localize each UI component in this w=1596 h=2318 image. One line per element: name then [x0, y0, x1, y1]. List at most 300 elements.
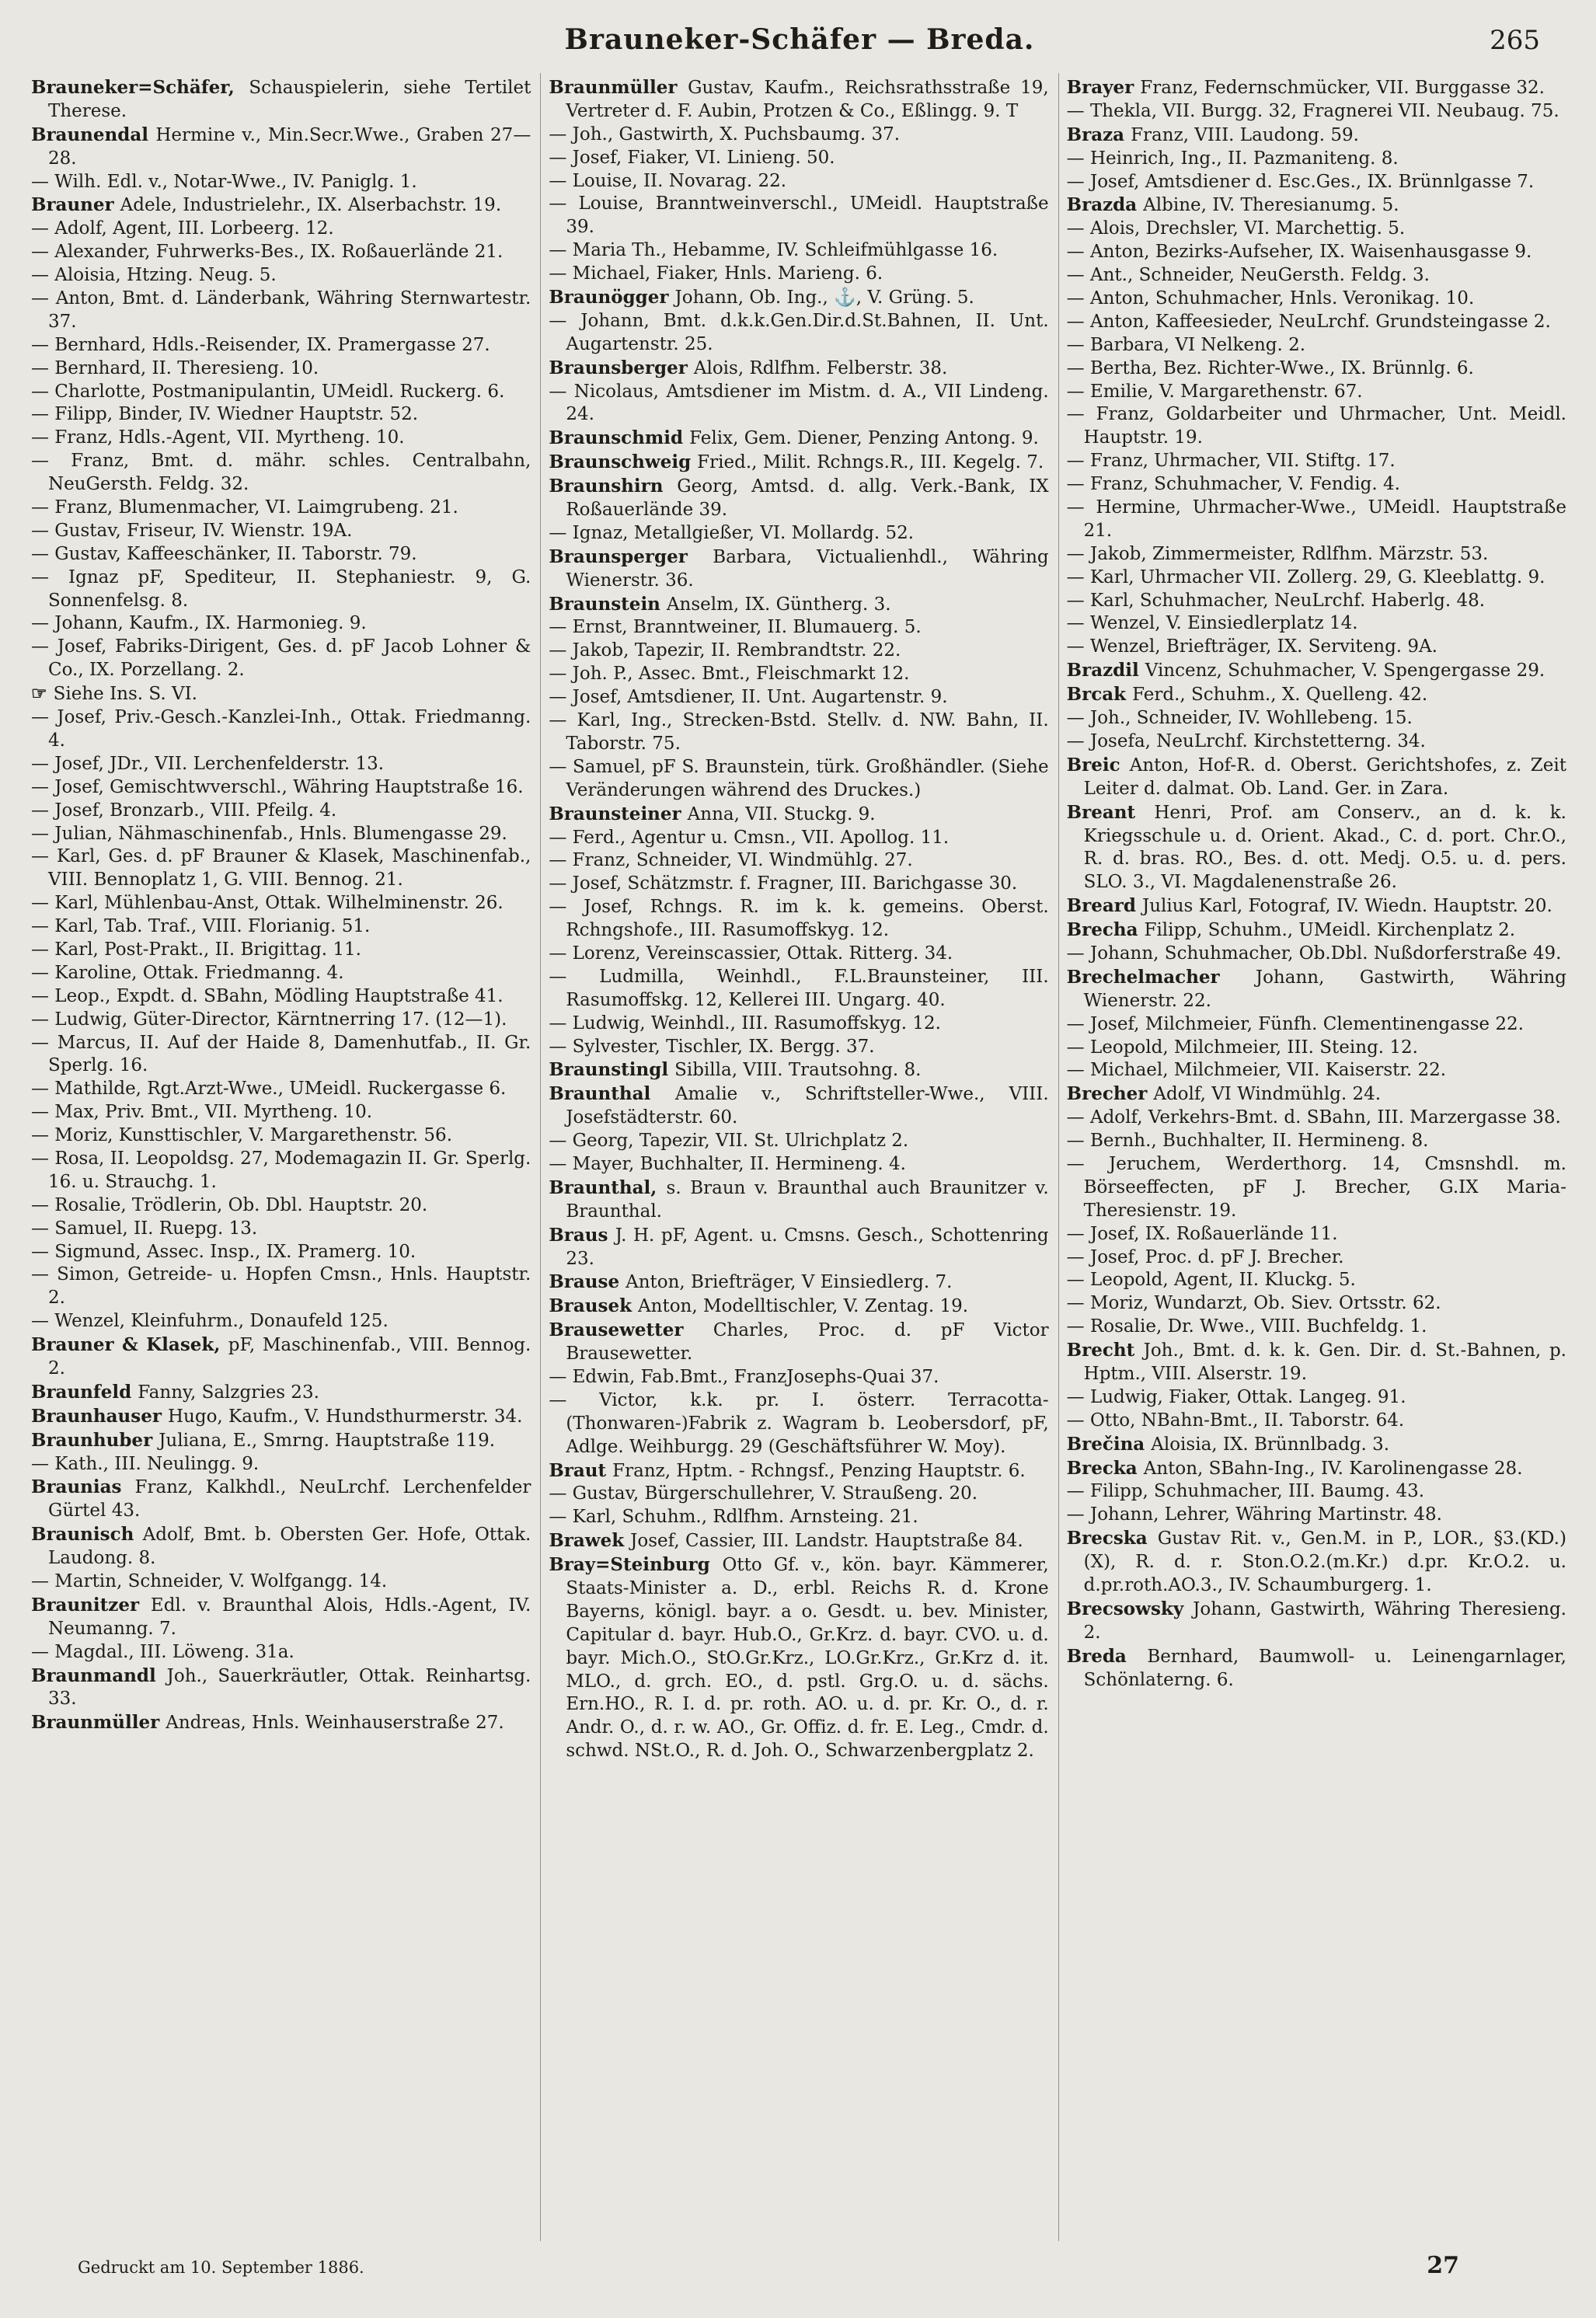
- entry-text: — Johann, Schuhmacher, Ob.Dbl. Nußdorferstraße 49.: [1066, 943, 1562, 964]
- entry-text: Edl. v. Braunthal Alois, Hdls.-Agent, IV. Neumanng. 7.: [48, 1595, 531, 1639]
- entry-text: — Sylvester, Tischler, IX. Bergg. 37.: [549, 1036, 875, 1057]
- entry-text: — Johann, Lehrer, Währing Martinstr. 48.: [1066, 1504, 1442, 1525]
- entry-headword: Brecsowsky: [1066, 1598, 1194, 1619]
- directory-entry: [549, 357, 1048, 381]
- entry-text: Johann, Ob. Ing., ⚓, V. Grüng. 5.: [674, 288, 974, 308]
- entry-headword: Braunhauser: [31, 1405, 168, 1427]
- entry-text: — Karl, Post-Prakt., II. Brigittag. 11.: [31, 939, 361, 960]
- entry-headword: Brayer: [1066, 77, 1141, 98]
- directory-entry: [1067, 450, 1566, 473]
- directory-entry: [1067, 636, 1566, 659]
- entry-text: Franz, VIII. Laudong. 59.: [1131, 124, 1359, 145]
- entry-text: Anton, Hof-R. d. Oberst. Gerichtshofes, z. Zeit Leiter d. dalmat. Ob. Land. Ger. in Zara.: [1083, 755, 1566, 799]
- entry-headword: Braunfeld: [31, 1381, 138, 1403]
- directory-entry: [549, 1483, 1048, 1506]
- entry-text: — Josef, Fiaker, VI. Linieng. 50.: [549, 147, 835, 168]
- entry-text: — Alexander, Fuhrwerks-Bes., IX. Roßauerlände 21.: [31, 242, 504, 263]
- directory-entry: [549, 263, 1048, 286]
- directory-entry: [1067, 381, 1566, 404]
- directory-entry: [1067, 403, 1566, 450]
- entry-text: — Karl, Ing., Strecken-Bstd. Stellv. d. NW. Bahn, II. Taborstr. 75.: [549, 710, 1049, 754]
- directory-entry: [31, 1264, 531, 1310]
- print-date-note: Gedruckt am 10. September 1886.: [78, 2258, 364, 2277]
- entry-headword: Braunögger: [549, 287, 675, 308]
- entry-text: — Ludwig, Güter-Director, Kärntnerring 17. (12—1).: [31, 1009, 507, 1030]
- directory-entry: [31, 218, 531, 241]
- entry-text: — Lorenz, Vereinscassier, Ottak. Ritterg. 34.: [549, 943, 953, 964]
- directory-entry: [549, 1271, 1048, 1295]
- directory-column-2: [540, 73, 1058, 2241]
- entry-text: — Michael, Fiaker, Hnls. Marieng. 6.: [549, 263, 883, 284]
- entry-headword: Brauner: [31, 194, 120, 216]
- entry-headword: Braunsteiner: [549, 803, 688, 824]
- entry-text: Andreas, Hnls. Weinhauserstraße 27.: [166, 1713, 504, 1734]
- directory-entry: [1067, 241, 1566, 264]
- entry-text: pF, Maschinenfab., VIII. Bennog. 2.: [48, 1335, 531, 1379]
- entry-text: — Leopold, Agent, II. Kluckg. 5.: [1066, 1270, 1356, 1291]
- directory-entry: [31, 241, 531, 264]
- directory-entry: [31, 171, 531, 194]
- entry-text: — Josef, Proc. d. pF J. Brecher.: [1066, 1246, 1344, 1267]
- entry-text: — Gustav, Friseur, IV. Wienstr. 19A.: [31, 520, 353, 541]
- entry-text: — Moriz, Kunsttischler, V. Margarethenstr. 56.: [31, 1125, 453, 1146]
- entry-headword: Braunsberger: [549, 357, 694, 378]
- entry-text: — Thekla, VII. Burgg. 32, Fragnerei VII. Neubaug. 75.: [1066, 100, 1559, 121]
- directory-entry: [31, 636, 531, 682]
- directory-entry: [1067, 894, 1566, 918]
- entry-text: Sibilla, VIII. Trautsohng. 8.: [674, 1060, 922, 1081]
- directory-entry: [1067, 801, 1566, 895]
- directory-entry: [1067, 100, 1566, 124]
- entry-text: — Leopold, Milchmeier, III. Steing. 12.: [1066, 1037, 1418, 1058]
- directory-entry: [31, 845, 531, 892]
- directory-entry: [31, 1641, 531, 1664]
- entry-text: — Karl, Schuhm., Rdlfhm. Arnsteing. 21.: [549, 1507, 918, 1528]
- entry-text: — Ludwig, Fiaker, Ottak. Langeg. 91.: [1066, 1386, 1406, 1407]
- directory-entry: [31, 288, 531, 334]
- entry-text: — Joh. P., Assec. Bmt., Fleischmarkt 12.: [549, 664, 910, 685]
- entry-text: Joh., Bmt. d. k. k. Gen. Dir. d. St.-Bahnen, p. Hptm., VIII. Alserstr. 19.: [1083, 1340, 1566, 1384]
- directory-entry: [31, 1124, 531, 1148]
- entry-headword: Braunhuber: [31, 1429, 159, 1451]
- entry-text: s. Braun v. Braunthal auch Braunitzer v. Braunthal.: [566, 1177, 1049, 1222]
- entry-headword: Bray=Steinburg: [549, 1554, 723, 1576]
- entry-text: Charles, Proc. d. pF Victor Brausewetter.: [566, 1320, 1049, 1365]
- entry-text: Georg, Amtsd. d. allg. Verk.-Bank, IX Roßauerlände 39.: [566, 476, 1049, 521]
- directory-column-1: [23, 73, 540, 2241]
- directory-entry: [549, 1529, 1048, 1553]
- page-title: Brauneker-Schäfer — Breda.: [564, 23, 1035, 56]
- directory-entry: [31, 1148, 531, 1194]
- entry-text: — Sigmund, Assec. Insp., IX. Pramerg. 10.: [31, 1241, 416, 1262]
- directory-entry: [1067, 966, 1566, 1013]
- entry-text: — Jakob, Tapezir, II. Rembrandtstr. 22.: [549, 640, 901, 661]
- entry-text: — Karl, Uhrmacher VII. Zollerg. 29, G. Kleeblattg. 9.: [1066, 566, 1545, 587]
- entry-text: — Karl, Tab. Traf., VIII. Florianig. 51.: [31, 916, 371, 937]
- directory-entry: [549, 522, 1048, 546]
- entry-text: — Wenzel, Kleinfuhrm., Donaufeld 125.: [31, 1311, 389, 1332]
- entry-text: Josef, Cassier, III. Landstr. Hauptstraße 84.: [630, 1531, 1023, 1552]
- directory-entry: [31, 124, 531, 171]
- directory-entry: [549, 76, 1048, 124]
- directory-entry: [31, 427, 531, 450]
- directory-entry: [1067, 264, 1566, 288]
- directory-entry: [1067, 1457, 1566, 1481]
- entry-text: — Mayer, Buchhalter, II. Hermineng. 4.: [549, 1153, 906, 1174]
- directory-entry: [31, 193, 531, 218]
- entry-text: — Hermine, Uhrmacher-Wwe., UMeidl. Hauptstraße 21.: [1066, 497, 1566, 541]
- directory-entry: [31, 403, 531, 427]
- entry-text: — Josef, Amtsdiener d. Esc.Ges., IX. Brünnlgasse 7.: [1066, 171, 1535, 192]
- entry-text: — Rosa, II. Leopoldsg. 27, Modemagazin II. Gr. Sperlg. 16. u. Strauchg. 1.: [31, 1148, 531, 1192]
- entry-text: — Michael, Milchmeier, VII. Kaiserstr. 22.: [1066, 1060, 1447, 1081]
- directory-entry: [549, 1506, 1048, 1529]
- entry-text: Alois, Rdlfhm. Felberstr. 38.: [693, 357, 948, 378]
- directory-entry: [549, 756, 1048, 803]
- entry-text: — Samuel, II. Ruepg. 13.: [31, 1218, 258, 1239]
- directory-entry: [1067, 1037, 1566, 1060]
- entry-text: J. H. pF, Agent. u. Cmsns. Gesch., Schottenring 23.: [566, 1225, 1049, 1269]
- entry-headword: Brawek: [549, 1530, 631, 1552]
- entry-text: — Adolf, Verkehrs-Bmt. d. SBahn, III. Marzergasse 38.: [1066, 1107, 1561, 1128]
- entry-text: — Bertha, Bez. Richter-Wwe., IX. Brünnlg. 6.: [1066, 357, 1474, 378]
- entry-headword: Braunmüller: [549, 77, 688, 98]
- directory-entry: [549, 1058, 1048, 1082]
- entry-text: Hermine v., Min.Secr.Wwe., Graben 27—28.: [48, 124, 531, 169]
- directory-entry: [1067, 1107, 1566, 1130]
- entry-text: Henri, Prof. am Conserv., an d. k. k. Kriegsschule u. d. Orient. Akad., C. d. port. Chr.O., R. d. bras. RO., Bes. d. ott. Medj. O.5. u. d. pers. SLO. 3., VI. Magdalenenstraße 26.: [1083, 802, 1566, 893]
- directory-entry: [1067, 1013, 1566, 1037]
- directory-entry: [1067, 148, 1566, 171]
- entry-text: — Gustav, Bürgerschullehrer, V. Straußeng. 20.: [549, 1483, 978, 1504]
- directory-entry: [31, 334, 531, 357]
- entry-text: Albine, IV. Theresianumg. 5.: [1143, 195, 1399, 216]
- entry-text: — Louise, Branntweinverschl., UMeidl. Hauptstraße 39.: [549, 193, 1049, 238]
- entry-text: — Jakob, Zimmermeister, Rdlfhm. Märzstr. 53.: [1066, 543, 1489, 564]
- entry-headword: Braus: [549, 1224, 615, 1246]
- directory-entry: [1067, 76, 1566, 100]
- directory-entry: [31, 450, 531, 497]
- directory-entry: [31, 1194, 531, 1218]
- entry-text: — Moriz, Wundarzt, Ob. Siev. Ortsstr. 62.: [1066, 1293, 1441, 1314]
- directory-entry: [1067, 683, 1566, 707]
- entry-headword: Braunendal: [31, 124, 156, 145]
- directory-entry: [549, 1319, 1048, 1366]
- directory-entry: [31, 1009, 531, 1032]
- entry-headword: Breard: [1066, 895, 1142, 917]
- entry-headword: Brausek: [549, 1295, 639, 1317]
- directory-entry: [1067, 193, 1566, 218]
- directory-entry: [549, 170, 1048, 193]
- entry-text: — Ignaz pF, Spediteur, II. Stephaniestr. 9, G. Sonnenfelsg. 8.: [31, 566, 531, 611]
- entry-text: — Heinrich, Ing., II. Pazmaniteng. 8.: [1066, 148, 1399, 169]
- entry-text: Aloisia, IX. Brünnlbadg. 3.: [1151, 1434, 1390, 1455]
- entry-headword: Brauneker=Schäfer,: [31, 77, 249, 98]
- directory-entry: [549, 286, 1048, 310]
- directory-entry: [31, 543, 531, 566]
- directory-entry: [1067, 566, 1566, 590]
- entry-headword: Braunmüller: [31, 1712, 166, 1734]
- directory-entry: [1067, 1246, 1566, 1270]
- entry-headword: Brecka: [1066, 1457, 1144, 1479]
- entry-text: — Simon, Getreide- u. Hopfen Cmsn., Hnls. Hauptstr. 2.: [31, 1264, 531, 1309]
- entry-text: Johann, Gastwirth, Währing Theresieng. 2.: [1083, 1598, 1566, 1643]
- manicule-icon: ☞: [31, 683, 54, 705]
- entry-text: Anselm, IX. Güntherg. 3.: [666, 594, 891, 615]
- directory-entry: [549, 239, 1048, 263]
- entry-text: — Joh., Schneider, IV. Wohllebeng. 15.: [1066, 708, 1413, 729]
- entry-headword: Braza: [1066, 124, 1131, 145]
- directory-entry: [549, 943, 1048, 966]
- directory-entry: [549, 803, 1048, 827]
- entry-headword: Braunthal,: [549, 1176, 667, 1198]
- entry-headword: Braunshirn: [549, 476, 678, 497]
- directory-entry: [31, 1594, 531, 1641]
- entry-text: — Karl, Schuhmacher, NeuLrchf. Haberlg. 48.: [1066, 590, 1486, 611]
- entry-headword: Braunthal: [549, 1083, 675, 1105]
- directory-entry: [549, 1176, 1048, 1224]
- entry-text: — Louise, II. Novarag. 22.: [549, 170, 787, 191]
- directory-entry: [549, 896, 1048, 943]
- entry-text: — Alois, Drechsler, VI. Marchettig. 5.: [1066, 218, 1406, 239]
- directory-entry: [1067, 218, 1566, 241]
- entry-text: — Kath., III. Neulingg. 9.: [31, 1453, 260, 1474]
- entry-headword: Brazda: [1066, 194, 1144, 216]
- entry-text: — Johann, Bmt. d.k.k.Gen.Dir.d.St.Bahnen, II. Unt. Augartenstr. 25.: [549, 310, 1049, 354]
- entry-text: — Julian, Nähmaschinenfab., Hnls. Blumengasse 29.: [31, 823, 507, 844]
- entry-text: — Karl, Ges. d. pF Brauner & Klasek, Maschinenfab., VIII. Bennoplatz 1, G. VIII. Bennog. 21.: [31, 846, 531, 891]
- directory-entry: [1067, 334, 1566, 357]
- directory-entry: [1067, 1527, 1566, 1598]
- entry-text: Gustav Rit. v., Gen.M. in P., LOR., §3.(KD.)(X), R. d. r. Ston.O.2.(m.Kr.) d.pr. Kr.O.2. u. d.pr.roth.AO.3., IV. Schaumburgerg. 1.: [1083, 1528, 1566, 1595]
- entry-headword: Braunstingl: [549, 1059, 675, 1081]
- directory-entry: [549, 1366, 1048, 1389]
- entry-text: — Ant., Schneider, NeuGersth. Feldg. 3.: [1066, 265, 1430, 286]
- entry-text: — Samuel, pF S. Braunstein, türk. Großhändler. (Siehe Veränderungen während des Druckes.): [549, 756, 1049, 800]
- entry-text: — Martin, Schneider, V. Wolfgangg. 14.: [31, 1571, 388, 1591]
- entry-text: — Bernh., Buchhalter, II. Hermineng. 8.: [1066, 1131, 1429, 1152]
- directory-entry: [1067, 357, 1566, 381]
- directory-entry: [1067, 1433, 1566, 1457]
- entry-text: Johann, Gastwirth, Währing Wienerstr. 22.: [1083, 967, 1566, 1011]
- entry-text: — Otto, NBahn-Bmt., II. Taborstr. 64.: [1066, 1410, 1405, 1431]
- directory-entry: [31, 800, 531, 823]
- entry-text: — Josef, Rchngs. R. im k. k. gemeins. Oberst. Rchngshofe., III. Rasumoffskyg. 12.: [549, 897, 1049, 941]
- entry-text: — Rosalie, Trödlerin, Ob. Dbl. Hauptstr. 20.: [31, 1194, 428, 1215]
- directory-entry: [1067, 707, 1566, 730]
- entry-text: Schauspielerin, siehe Tertilet Therese.: [48, 78, 531, 121]
- directory-entry: [31, 612, 531, 636]
- directory-entry: [31, 823, 531, 846]
- directory-entry: [31, 753, 531, 776]
- entry-text: — Franz, Hdls.-Agent, VII. Myrtheng. 10.: [31, 427, 405, 448]
- entry-text: Amalie v., Schriftsteller-Wwe., VIII. Josefstädterstr. 60.: [566, 1084, 1049, 1128]
- directory-entry: [549, 849, 1048, 873]
- directory-entry: [549, 451, 1048, 475]
- directory-entry: [31, 1381, 531, 1405]
- directory-entry: [1067, 288, 1566, 311]
- directory-entry: [1067, 943, 1566, 966]
- entry-text: — Wilh. Edl. v., Notar-Wwe., IV. Paniglg. 1.: [31, 171, 417, 192]
- directory-entry: [31, 892, 531, 915]
- entry-headword: Breic: [1066, 754, 1130, 776]
- directory-entry: [1067, 1645, 1566, 1692]
- entry-text: Vincenz, Schuhmacher, V. Spengergasse 29.: [1145, 661, 1545, 681]
- entry-text: — Jeruchem, Werderthorg. 14, Cmsnshdl. m. Börseeffecten, pF J. Brecher, G.IX Maria-Theresienstr. 19.: [1066, 1153, 1566, 1221]
- directory-entry: [1067, 124, 1566, 148]
- entry-text: — Filipp, Schuhmacher, III. Baumg. 43.: [1066, 1481, 1425, 1502]
- entry-text: — Anton, Bmt. d. Länderbank, Währing Sternwartestr. 37.: [31, 288, 531, 332]
- entry-text: Anton, Briefträger, V Einsiedlerg. 7.: [626, 1272, 953, 1293]
- entry-text: — Magdal., III. Löweng. 31a.: [31, 1641, 294, 1662]
- entry-text: Anton, Modelltischler, V. Zentag. 19.: [638, 1296, 969, 1317]
- directory-entry: [549, 1553, 1048, 1763]
- entry-text: — Ludwig, Weinhdl., III. Rasumoffskyg. 12.: [549, 1013, 941, 1034]
- entry-text: — Nicolaus, Amtsdiener im Mistm. d. A., VII Lindeng. 24.: [549, 381, 1049, 425]
- directory-entry: [549, 640, 1048, 663]
- directory-entry: [549, 593, 1048, 617]
- directory-entry: [1067, 918, 1566, 943]
- directory-entry: [31, 1523, 531, 1570]
- directory-entry: [31, 1476, 531, 1523]
- entry-text: — Franz, Bmt. d. mähr. schles. Centralbahn, NeuGersth. Feldg. 32.: [31, 451, 531, 495]
- entry-headword: Braunisch: [31, 1524, 143, 1546]
- entry-headword: Braunias: [31, 1476, 135, 1498]
- entry-headword: Brečina: [1066, 1433, 1152, 1455]
- entry-headword: Braunmandl: [31, 1664, 167, 1686]
- entry-text: Barbara, Victualienhdl., Währing Wienerstr. 36.: [566, 546, 1049, 591]
- directory-entry: [549, 193, 1048, 239]
- directory-entry: [549, 966, 1048, 1013]
- directory-entry: [1067, 1059, 1566, 1082]
- entry-text: — Bernhard, Hdls.-Reisender, IX. Pramergasse 27.: [31, 334, 490, 355]
- entry-text: Bernhard, Baumwoll- u. Leinengarnlager, Schönlaterng. 6.: [1083, 1646, 1566, 1690]
- directory-entry: [1067, 1480, 1566, 1504]
- directory-entry: [31, 1241, 531, 1264]
- entry-text: Felix, Gem. Diener, Penzing Antong. 9.: [689, 428, 1039, 449]
- directory-entry: [549, 663, 1048, 686]
- entry-text: — Barbara, VI Nelkeng. 2.: [1066, 334, 1306, 355]
- directory-entry: [549, 1224, 1048, 1271]
- entry-text: — Leop., Expdt. d. SBahn, Mödling Hauptstraße 41.: [31, 985, 504, 1006]
- page-number: 265: [1490, 25, 1540, 56]
- entry-text: — Aloisia, Htzing. Neug. 5.: [31, 265, 277, 286]
- entry-text: Adolf, Bmt. b. Obersten Ger. Hofe, Ottak. Laudong. 8.: [48, 1525, 531, 1569]
- directory-entry: [31, 1453, 531, 1476]
- directory-entry: [1067, 1386, 1566, 1410]
- entry-text: Fanny, Salzgries 23.: [138, 1382, 319, 1403]
- directory-entry: [1067, 1339, 1566, 1386]
- entry-text: — Filipp, Binder, IV. Wiedner Hauptstr. 52.: [31, 404, 419, 425]
- entry-text: Franz, Kalkhdl., NeuLrchf. Lerchenfelder Gürtel 43.: [48, 1477, 531, 1522]
- directory-entry: [1067, 1082, 1566, 1107]
- entry-text: Julius Karl, Fotograf, IV. Wiedn. Hauptstr. 20.: [1141, 896, 1552, 917]
- directory-entry: [1067, 543, 1566, 566]
- page-footer: [23, 2241, 1576, 2279]
- directory-entry: [31, 1711, 531, 1735]
- entry-text: — Josef, IX. Roßauerlände 11.: [1066, 1223, 1338, 1244]
- directory-entry: [31, 1570, 531, 1594]
- directory-entry: [31, 497, 531, 520]
- directory-entry: [31, 76, 531, 124]
- entry-text: — Josef, Priv.-Gesch.-Kanzlei-Inh., Ottak. Friedmanng. 4.: [31, 707, 531, 751]
- entry-text: Juliana, E., Smrng. Hauptstraße 119.: [159, 1430, 496, 1451]
- entry-text: — Johann, Kaufm., IX. Harmonieg. 9.: [31, 613, 367, 634]
- entry-text: — Josef, Amtsdiener, II. Unt. Augartenstr. 9.: [549, 687, 948, 708]
- directory-entry: [31, 1429, 531, 1453]
- directory-entry: [31, 1078, 531, 1101]
- entry-text: — Anton, Schuhmacher, Hnls. Veronikag. 10.: [1066, 288, 1475, 309]
- directory-entry: [31, 939, 531, 962]
- entry-text: Gustav, Kaufm., Reichsrathsstraße 19, Vertreter d. F. Aubin, Protzen & Co., Eßlingg. 9. T: [566, 78, 1049, 121]
- directory-entry: [1067, 1410, 1566, 1433]
- entry-text: — Wenzel, V. Einsiedlerplatz 14.: [1066, 613, 1358, 634]
- entry-text: — Mathilde, Rgt.Arzt-Wwe., UMeidl. Ruckergasse 6.: [31, 1079, 507, 1100]
- directory-entry: [1067, 497, 1566, 543]
- directory-entry: [1067, 659, 1566, 683]
- entry-text: — Max, Priv. Bmt., VII. Myrtheng. 10.: [31, 1102, 373, 1123]
- directory-entry: [31, 1310, 531, 1333]
- entry-text: — Josef, Gemischtwverschl., Währing Hauptstraße 16.: [31, 776, 524, 797]
- directory-entry: [549, 381, 1048, 427]
- directory-entry: [1067, 1504, 1566, 1527]
- entry-text: — Adolf, Agent, III. Lorbeerg. 12.: [31, 218, 334, 239]
- entry-text: — Ignaz, Metallgießer, VI. Mollardg. 52.: [549, 522, 915, 543]
- directory-entry: [1067, 171, 1566, 194]
- entry-headword: Braunstein: [549, 593, 667, 615]
- entry-text: Franz, Federnschmücker, VII. Burggasse 32.: [1140, 78, 1545, 98]
- entry-headword: Braut: [549, 1459, 613, 1481]
- directory-entry: [549, 616, 1048, 640]
- entry-text: — Franz, Blumenmacher, VI. Laimgrubeng. 21.: [31, 497, 458, 518]
- entry-headword: Breant: [1066, 801, 1155, 823]
- directory-entry: [549, 709, 1048, 756]
- entry-text: — Josef, Milchmeier, Fünfh. Clementinengasse 22.: [1066, 1013, 1524, 1034]
- directory-entry: [549, 1036, 1048, 1059]
- entry-text: Adolf, VI Windmühlg. 24.: [1153, 1084, 1382, 1105]
- directory-entry: [549, 1130, 1048, 1153]
- directory-entry: [549, 147, 1048, 170]
- directory-entry: [31, 776, 531, 800]
- entry-text: — Josef, Fabriks-Dirigent, Ges. d. pF Jacob Lohner & Co., IX. Porzellang. 2.: [31, 636, 531, 681]
- entry-text: Anna, VII. Stuckg. 9.: [687, 803, 876, 824]
- directory-entry: [549, 427, 1048, 451]
- entry-text: — Gustav, Kaffeeschänker, II. Taborstr. 79.: [31, 543, 417, 564]
- directory-entry: [31, 1664, 531, 1712]
- entry-headword: Brcak: [1066, 684, 1133, 706]
- entry-text: — Marcus, II. Auf der Haide 8, Damenhutfab., II. Gr. Sperlg. 16.: [31, 1032, 531, 1076]
- entry-text: — Franz, Schneider, VI. Windmühlg. 27.: [549, 850, 913, 871]
- directory-entry: [31, 1101, 531, 1124]
- entry-headword: Brechelmacher: [1066, 966, 1256, 988]
- entry-text: — Charlotte, Postmanipulantin, UMeidl. Ruckerg. 6.: [31, 381, 505, 402]
- entry-text: — Bernhard, II. Theresieng. 10.: [31, 357, 319, 378]
- entry-text: — Anton, Kaffeesieder, NeuLrchf. Grundsteingasse 2.: [1066, 311, 1551, 332]
- entry-text: — Anton, Bezirks-Aufseher, IX. Waisenhausgasse 9.: [1066, 242, 1532, 263]
- directory-entry: [1067, 730, 1566, 754]
- entry-text: Franz, Hptm. - Rchngsf., Penzing Hauptstr. 6.: [612, 1460, 1026, 1481]
- entry-text: — Victor, k.k. pr. I. österr. Terracotta-(Thonwaren-)Fabrik z. Wagram b. Leobersdorf, pF, Adlge. Weihburgg. 29 (Geschäftsführer W. Moy).: [549, 1389, 1049, 1457]
- entry-text: Adele, Industrielehr., IX. Alserbachstr. 19.: [120, 195, 502, 216]
- directory-entry: [31, 1032, 531, 1079]
- directory-entry: [1067, 1223, 1566, 1246]
- entry-text: — Josef, Bronzarb., VIII. Pfeilg. 4.: [31, 800, 337, 821]
- directory-entry: [1067, 1130, 1566, 1153]
- entry-headword: Braunitzer: [31, 1594, 151, 1616]
- entry-text: Anton, SBahn-Ing., IV. Karolinengasse 28.: [1143, 1458, 1523, 1479]
- entry-text: Filipp, Schuhm., UMeidl. Kirchenplatz 2.: [1144, 920, 1516, 941]
- directory-entry: [549, 1153, 1048, 1176]
